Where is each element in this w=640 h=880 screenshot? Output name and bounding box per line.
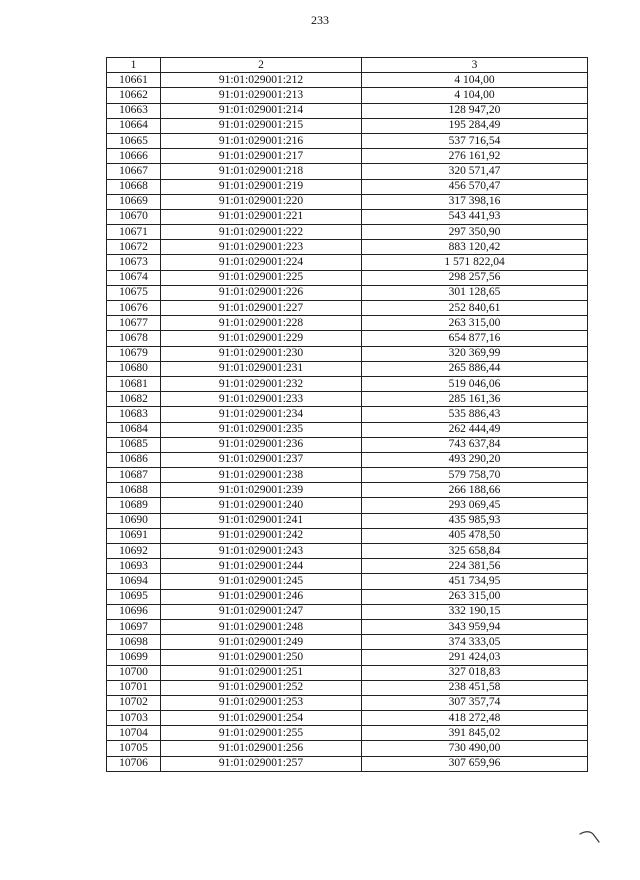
cadastral-number-cell: 91:01:029001:237 [161, 452, 362, 467]
cadastral-number-cell: 91:01:029001:216 [161, 133, 362, 148]
row-number-cell: 10675 [107, 285, 161, 300]
row-number-cell: 10684 [107, 422, 161, 437]
cadastral-number-cell: 91:01:029001:246 [161, 589, 362, 604]
cadastral-value-cell: 291 424,03 [362, 650, 588, 665]
cadastral-value-cell: 262 444,49 [362, 422, 588, 437]
cadastral-number-cell: 91:01:029001:257 [161, 756, 362, 771]
table-row [107, 726, 588, 741]
table-row [107, 695, 588, 710]
cadastral-number-cell: 91:01:029001:229 [161, 331, 362, 346]
page-number: 233 [311, 13, 329, 27]
cadastral-value-cell: 320 571,47 [362, 164, 588, 179]
row-number-cell: 10668 [107, 179, 161, 194]
cadastral-value-cell: 4 104,00 [362, 73, 588, 88]
row-number-cell: 10670 [107, 209, 161, 224]
cadastral-value-cell: 456 570,47 [362, 179, 588, 194]
row-number-cell: 10678 [107, 331, 161, 346]
cadastral-value-cell: 285 161,36 [362, 392, 588, 407]
table-row [107, 118, 588, 133]
cadastral-value-cell: 266 188,66 [362, 483, 588, 498]
row-number-cell: 10671 [107, 225, 161, 240]
row-number-cell: 10676 [107, 301, 161, 316]
cadastral-number-cell: 91:01:029001:225 [161, 270, 362, 285]
row-number-cell: 10664 [107, 118, 161, 133]
table-row [107, 164, 588, 179]
table-row [107, 133, 588, 148]
row-number-cell: 10705 [107, 741, 161, 756]
cadastral-number-cell: 91:01:029001:235 [161, 422, 362, 437]
row-number-cell: 10693 [107, 559, 161, 574]
row-number-cell: 10696 [107, 604, 161, 619]
cadastral-number-cell: 91:01:029001:231 [161, 361, 362, 376]
cadastral-value-cell: 435 985,93 [362, 513, 588, 528]
row-number-cell: 10669 [107, 194, 161, 209]
table-row [107, 285, 588, 300]
cadastral-value-cell: 1 571 822,04 [362, 255, 588, 270]
cadastral-number-cell: 91:01:029001:223 [161, 240, 362, 255]
cadastral-number-cell: 91:01:029001:233 [161, 392, 362, 407]
table-row [107, 209, 588, 224]
row-number-cell: 10704 [107, 726, 161, 741]
row-number-cell: 10682 [107, 392, 161, 407]
cadastral-number-cell: 91:01:029001:248 [161, 619, 362, 634]
cadastral-number-cell: 91:01:029001:214 [161, 103, 362, 118]
cadastral-number-cell: 91:01:029001:245 [161, 574, 362, 589]
table-row [107, 407, 588, 422]
row-number-cell: 10701 [107, 680, 161, 695]
table-row [107, 437, 588, 452]
table-row [107, 270, 588, 285]
cadastral-number-cell: 91:01:029001:218 [161, 164, 362, 179]
cadastral-value-cell: 128 947,20 [362, 103, 588, 118]
table-row [107, 452, 588, 467]
row-number-cell: 10679 [107, 346, 161, 361]
cadastral-value-cell: 537 716,54 [362, 133, 588, 148]
cadastral-value-table [106, 57, 588, 772]
table-row [107, 88, 588, 103]
table-row [107, 255, 588, 270]
cadastral-value-cell: 579 758,70 [362, 468, 588, 483]
cadastral-number-cell: 91:01:029001:256 [161, 741, 362, 756]
row-number-cell: 10680 [107, 361, 161, 376]
cadastral-number-cell: 91:01:029001:234 [161, 407, 362, 422]
cadastral-number-cell: 91:01:029001:220 [161, 194, 362, 209]
row-number-cell: 10690 [107, 513, 161, 528]
cadastral-number-cell: 91:01:029001:227 [161, 301, 362, 316]
cadastral-value-cell: 224 381,56 [362, 559, 588, 574]
row-number-cell: 10662 [107, 88, 161, 103]
row-number-cell: 10697 [107, 619, 161, 634]
row-number-cell: 10673 [107, 255, 161, 270]
table-row [107, 483, 588, 498]
row-number-cell: 10706 [107, 756, 161, 771]
row-number-cell: 10666 [107, 149, 161, 164]
table-row [107, 574, 588, 589]
cadastral-value-cell: 301 128,65 [362, 285, 588, 300]
cadastral-value-cell: 4 104,00 [362, 88, 588, 103]
cadastral-value-cell: 325 658,84 [362, 544, 588, 559]
cadastral-number-cell: 91:01:029001:255 [161, 726, 362, 741]
cadastral-value-cell: 297 350,90 [362, 225, 588, 240]
table-row [107, 650, 588, 665]
cadastral-value-cell: 195 284,49 [362, 118, 588, 133]
cadastral-value-cell: 276 161,92 [362, 149, 588, 164]
row-number-cell: 10700 [107, 665, 161, 680]
table-row [107, 301, 588, 316]
row-number-cell: 10703 [107, 711, 161, 726]
cadastral-number-cell: 91:01:029001:250 [161, 650, 362, 665]
cadastral-value-cell: 307 357,74 [362, 695, 588, 710]
row-number-cell: 10667 [107, 164, 161, 179]
cadastral-number-cell: 91:01:029001:224 [161, 255, 362, 270]
cadastral-number-cell: 91:01:029001:221 [161, 209, 362, 224]
cadastral-value-cell: 252 840,61 [362, 301, 588, 316]
row-number-cell: 10683 [107, 407, 161, 422]
row-number-cell: 10672 [107, 240, 161, 255]
row-number-cell: 10686 [107, 452, 161, 467]
table-row [107, 240, 588, 255]
table-row [107, 604, 588, 619]
table-row [107, 376, 588, 391]
table-row [107, 589, 588, 604]
cadastral-value-cell: 451 734,95 [362, 574, 588, 589]
cadastral-value-cell: 293 069,45 [362, 498, 588, 513]
cadastral-value-cell: 535 886,43 [362, 407, 588, 422]
cadastral-value-cell: 265 886,44 [362, 361, 588, 376]
table-header [107, 58, 588, 73]
cadastral-value-cell: 493 290,20 [362, 452, 588, 467]
table-row [107, 149, 588, 164]
table-row [107, 513, 588, 528]
cadastral-number-cell: 91:01:029001:215 [161, 118, 362, 133]
table-row [107, 544, 588, 559]
cadastral-value-cell: 263 315,00 [362, 316, 588, 331]
pen-mark [578, 828, 602, 848]
table-row [107, 331, 588, 346]
cadastral-value-cell: 883 120,42 [362, 240, 588, 255]
cadastral-value-cell: 317 398,16 [362, 194, 588, 209]
table-row [107, 103, 588, 118]
cadastral-number-cell: 91:01:029001:226 [161, 285, 362, 300]
row-number-cell: 10681 [107, 376, 161, 391]
cadastral-number-cell: 91:01:029001:213 [161, 88, 362, 103]
cadastral-value-cell: 543 441,93 [362, 209, 588, 224]
row-number-cell: 10691 [107, 528, 161, 543]
row-number-cell: 10699 [107, 650, 161, 665]
row-number-cell: 10695 [107, 589, 161, 604]
cadastral-number-cell: 91:01:029001:241 [161, 513, 362, 528]
table-row [107, 346, 588, 361]
row-number-cell: 10663 [107, 103, 161, 118]
cadastral-value-cell: 298 257,56 [362, 270, 588, 285]
table-row [107, 392, 588, 407]
table-row [107, 361, 588, 376]
table-row [107, 316, 588, 331]
row-number-cell: 10688 [107, 483, 161, 498]
table-row [107, 680, 588, 695]
cadastral-number-cell: 91:01:029001:252 [161, 680, 362, 695]
row-number-cell: 10665 [107, 133, 161, 148]
cadastral-value-cell: 320 369,99 [362, 346, 588, 361]
cadastral-number-cell: 91:01:029001:249 [161, 635, 362, 650]
header-col-2: 2 [161, 58, 362, 73]
cadastral-number-cell: 91:01:029001:247 [161, 604, 362, 619]
cadastral-value-cell: 263 315,00 [362, 589, 588, 604]
cadastral-value-cell: 238 451,58 [362, 680, 588, 695]
table-row [107, 559, 588, 574]
row-number-cell: 10692 [107, 544, 161, 559]
table-row [107, 756, 588, 771]
cadastral-value-cell: 391 845,02 [362, 726, 588, 741]
cadastral-number-cell: 91:01:029001:219 [161, 179, 362, 194]
table-row [107, 711, 588, 726]
cadastral-number-cell: 91:01:029001:212 [161, 73, 362, 88]
cadastral-value-cell: 730 490,00 [362, 741, 588, 756]
cadastral-number-cell: 91:01:029001:217 [161, 149, 362, 164]
cadastral-value-cell: 374 333,05 [362, 635, 588, 650]
row-number-cell: 10689 [107, 498, 161, 513]
table-row [107, 194, 588, 209]
table-row [107, 619, 588, 634]
cadastral-value-cell: 654 877,16 [362, 331, 588, 346]
cadastral-number-cell: 91:01:029001:228 [161, 316, 362, 331]
cadastral-value-cell: 343 959,94 [362, 619, 588, 634]
table-row [107, 528, 588, 543]
table-row [107, 179, 588, 194]
cadastral-number-cell: 91:01:029001:253 [161, 695, 362, 710]
cadastral-number-cell: 91:01:029001:244 [161, 559, 362, 574]
table-row [107, 225, 588, 240]
row-number-cell: 10661 [107, 73, 161, 88]
table-row [107, 73, 588, 88]
table-row [107, 468, 588, 483]
cadastral-value-cell: 743 637,84 [362, 437, 588, 452]
cadastral-number-cell: 91:01:029001:251 [161, 665, 362, 680]
row-number-cell: 10698 [107, 635, 161, 650]
row-number-cell: 10702 [107, 695, 161, 710]
cadastral-number-cell: 91:01:029001:238 [161, 468, 362, 483]
cadastral-number-cell: 91:01:029001:232 [161, 376, 362, 391]
cadastral-number-cell: 91:01:029001:242 [161, 528, 362, 543]
table-row [107, 741, 588, 756]
row-number-cell: 10685 [107, 437, 161, 452]
row-number-cell: 10694 [107, 574, 161, 589]
table-row [107, 635, 588, 650]
table-body [107, 73, 588, 772]
cadastral-number-cell: 91:01:029001:239 [161, 483, 362, 498]
header-row [107, 58, 588, 73]
cadastral-number-cell: 91:01:029001:240 [161, 498, 362, 513]
cadastral-number-cell: 91:01:029001:222 [161, 225, 362, 240]
cadastral-number-cell: 91:01:029001:230 [161, 346, 362, 361]
cadastral-number-cell: 91:01:029001:236 [161, 437, 362, 452]
cadastral-number-cell: 91:01:029001:254 [161, 711, 362, 726]
cadastral-number-cell: 91:01:029001:243 [161, 544, 362, 559]
cadastral-value-cell: 405 478,50 [362, 528, 588, 543]
table-row [107, 498, 588, 513]
cadastral-value-cell: 519 046,06 [362, 376, 588, 391]
table-row [107, 665, 588, 680]
row-number-cell: 10687 [107, 468, 161, 483]
row-number-cell: 10677 [107, 316, 161, 331]
row-number-cell: 10674 [107, 270, 161, 285]
cadastral-value-cell: 307 659,96 [362, 756, 588, 771]
cadastral-value-cell: 418 272,48 [362, 711, 588, 726]
cadastral-value-cell: 327 018,83 [362, 665, 588, 680]
header-col-1: 1 [107, 58, 161, 73]
cadastral-value-cell: 332 190,15 [362, 604, 588, 619]
table-row [107, 422, 588, 437]
header-col-3: 3 [362, 58, 588, 73]
